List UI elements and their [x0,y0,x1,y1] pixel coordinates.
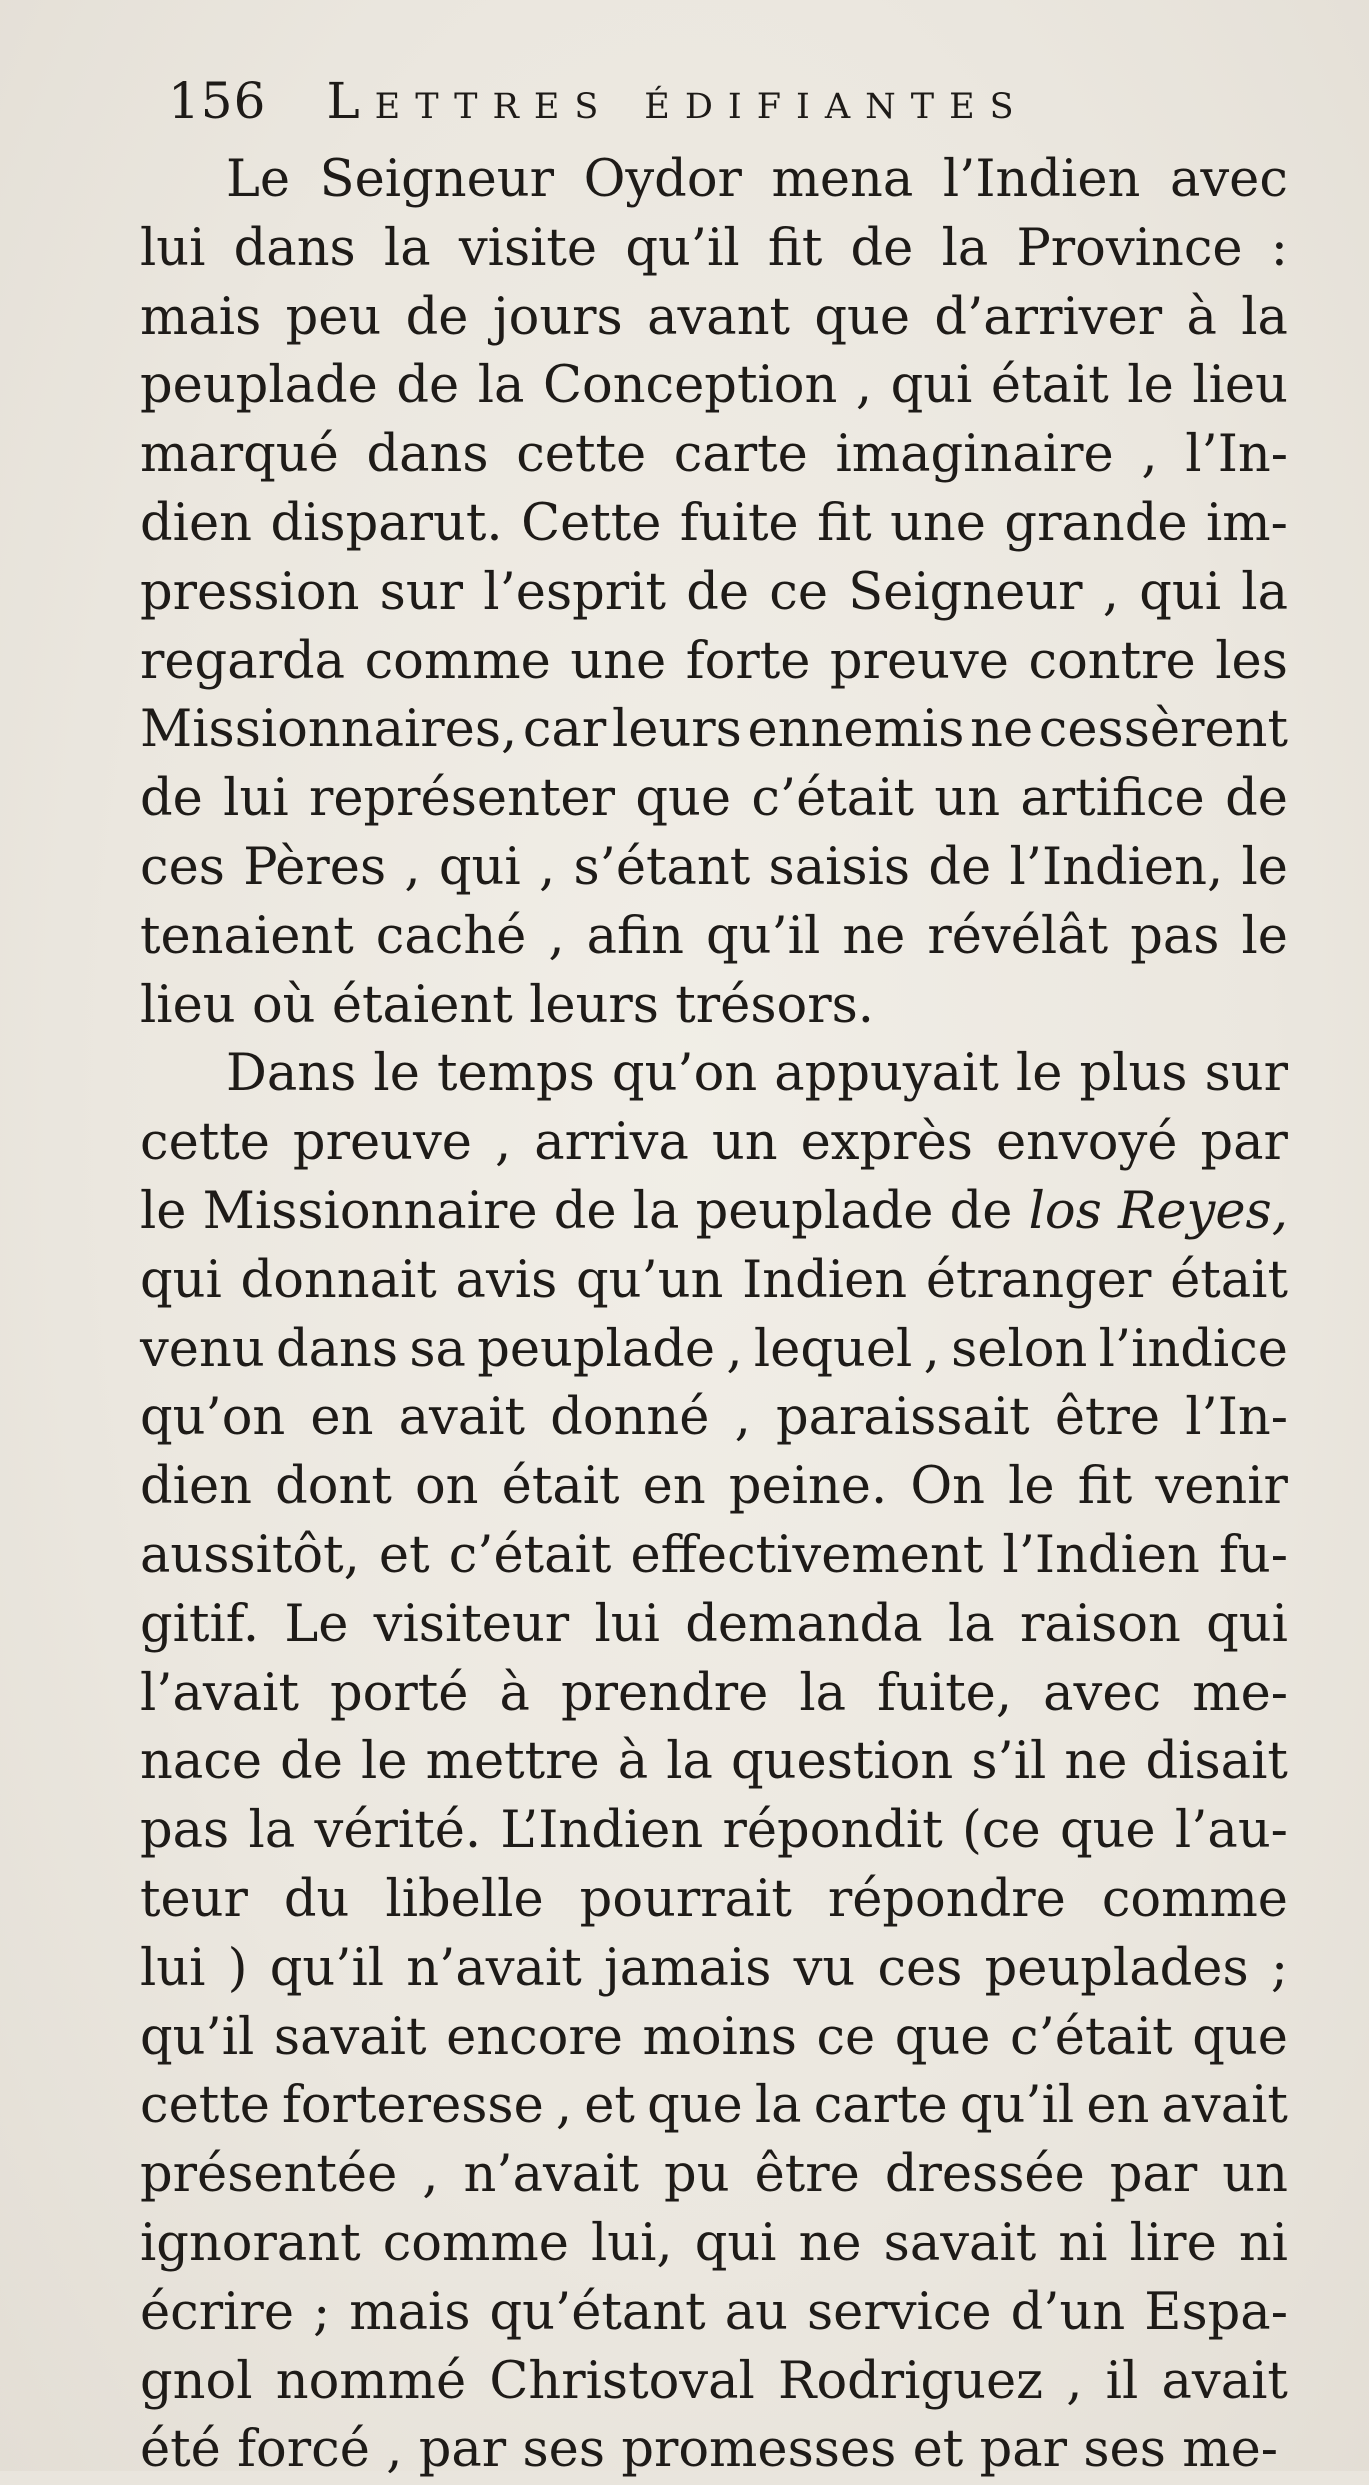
text-line: cette forteresse , et que la carte qu’il en avait [140,2076,1288,2136]
body-text [140,146,1288,2485]
text-line: présentée , n’avait pu être dressée par un [140,2145,1288,2205]
text-line: gnol nommé Christoval Rodriguez , il avait [140,2351,1288,2411]
text-line: pression sur l’esprit de ce Seigneur , qui la [140,562,1288,622]
text-line: dien disparut. Cette fuite fit une grande im- [140,493,1288,553]
text-line: lieu où étaient leurs trésors. [140,975,874,1035]
text-line: peuplade de la Conception , qui était le lieu [140,356,1288,416]
text-line: gitif. Le visiteur lui demanda la raison qui [140,1594,1288,1654]
text-line: teur du libelle pourrait répondre comme [140,1869,1288,1929]
text-line: marqué dans cette carte imaginaire , l’In- [140,425,1288,485]
text-line: de lui représenter que c’était un artifice de [140,769,1288,829]
text-line: écrire ; mais qu’étant au service d’un Espa- [140,2282,1288,2342]
text-line: nace de le mettre à la question s’il ne disait [140,1732,1288,1792]
text-line: Missionnaires, car leurs ennemis ne cessèrent [140,700,1288,760]
page-number: 156 [168,72,267,130]
text-line: aussitôt, et c’était effectivement l’Indien fu- [140,1525,1288,1585]
text-line: qu’on en avait donné , paraissait être l’In- [140,1388,1288,1448]
text-line: ignorant comme lui, qui ne savait ni lire ni [140,2213,1288,2273]
text-line: lui ) qu’il n’avait jamais vu ces peuplades ; [140,1938,1288,1998]
text-line: regarda comme une forte preuve contre les [140,631,1288,691]
text-line: lui dans la visite qu’il fit de la Province : [140,218,1288,278]
text-line: le Missionnaire de la peuplade de los Reyes, [140,1181,1288,1241]
text-line: pas la vérité. L’Indien répondit (ce que l’au- [140,1801,1288,1861]
text-line: Dans le temps qu’on appuyait le plus sur [226,1044,1288,1104]
text-line: l’avait porté à prendre la fuite, avec me- [140,1663,1288,1723]
paragraph [140,1040,1288,2485]
text-line: qu’il savait encore moins ce que c’était que [140,2007,1288,2067]
page-header [168,72,1268,138]
text-line: venu dans sa peuplade , lequel , selon l’indice [140,1319,1288,1379]
text-line: cette preuve , arriva un exprès envoyé par [140,1113,1288,1173]
text-line: dien dont on était en peine. On le fit venir [140,1457,1288,1517]
running-head: Lettres édifiantes [326,72,1029,130]
paragraph [140,146,1288,1040]
text-line: été forcé , par ses promesses et par ses me- [140,2420,1278,2480]
text-line: qui donnait avis qu’un Indien étranger était [140,1250,1288,1310]
text-line: Le Seigneur Oydor mena l’Indien avec [226,150,1288,209]
text-line: tenaient caché , afin qu’il ne révélât pas le [140,906,1288,966]
text-line: mais peu de jours avant que d’arriver à la [140,287,1288,347]
text-line: ces Pères , qui , s’étant saisis de l’Indien, le [140,837,1288,897]
